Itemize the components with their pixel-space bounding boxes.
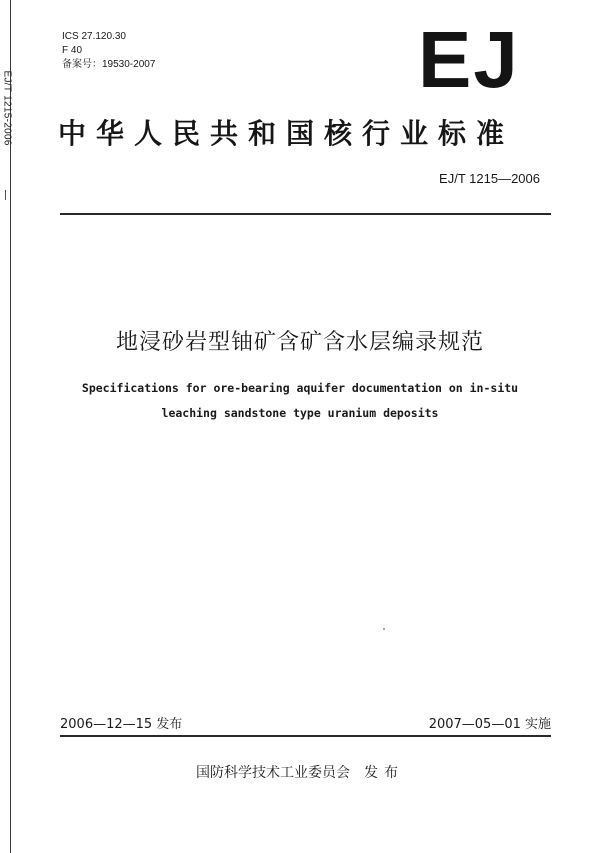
spine-margin	[0, 0, 14, 853]
standard-type-heading: 中华人民共和国核行业标准	[58, 117, 515, 150]
publisher-line	[0, 762, 600, 782]
record-number: 备案号：19530-2007	[62, 59, 156, 70]
category-code: F 40	[62, 45, 83, 56]
ics-code: ICS 27.120.30	[62, 31, 126, 42]
document-title-english	[0, 376, 600, 426]
implementation-date: 2007—05—01 实施	[428, 717, 551, 732]
spine-standard-number: EJ/T 1215-2006	[1, 70, 13, 146]
document-title-chinese: 地浸砂岩型铀矿含矿含水层编录规范	[115, 330, 484, 355]
top-divider	[60, 213, 551, 215]
spine-tick-mark	[5, 190, 6, 200]
english-title-line-1: Specifications for ore-bearing aquifer documentation on in-situ	[81, 381, 519, 395]
publisher-name: 国防科学技术工业委员会	[196, 765, 350, 781]
english-title-line-2: leaching sandstone type uranium deposits	[161, 406, 439, 420]
ej-logo: EJ	[418, 15, 520, 104]
scan-speck	[383, 628, 385, 630]
classification-block	[62, 30, 155, 72]
standard-number: EJ/T 1215—2006	[439, 171, 540, 186]
bottom-divider	[60, 735, 551, 737]
publisher-verb: 发布	[364, 765, 404, 781]
issue-date: 2006—12—15 发布	[60, 717, 183, 732]
